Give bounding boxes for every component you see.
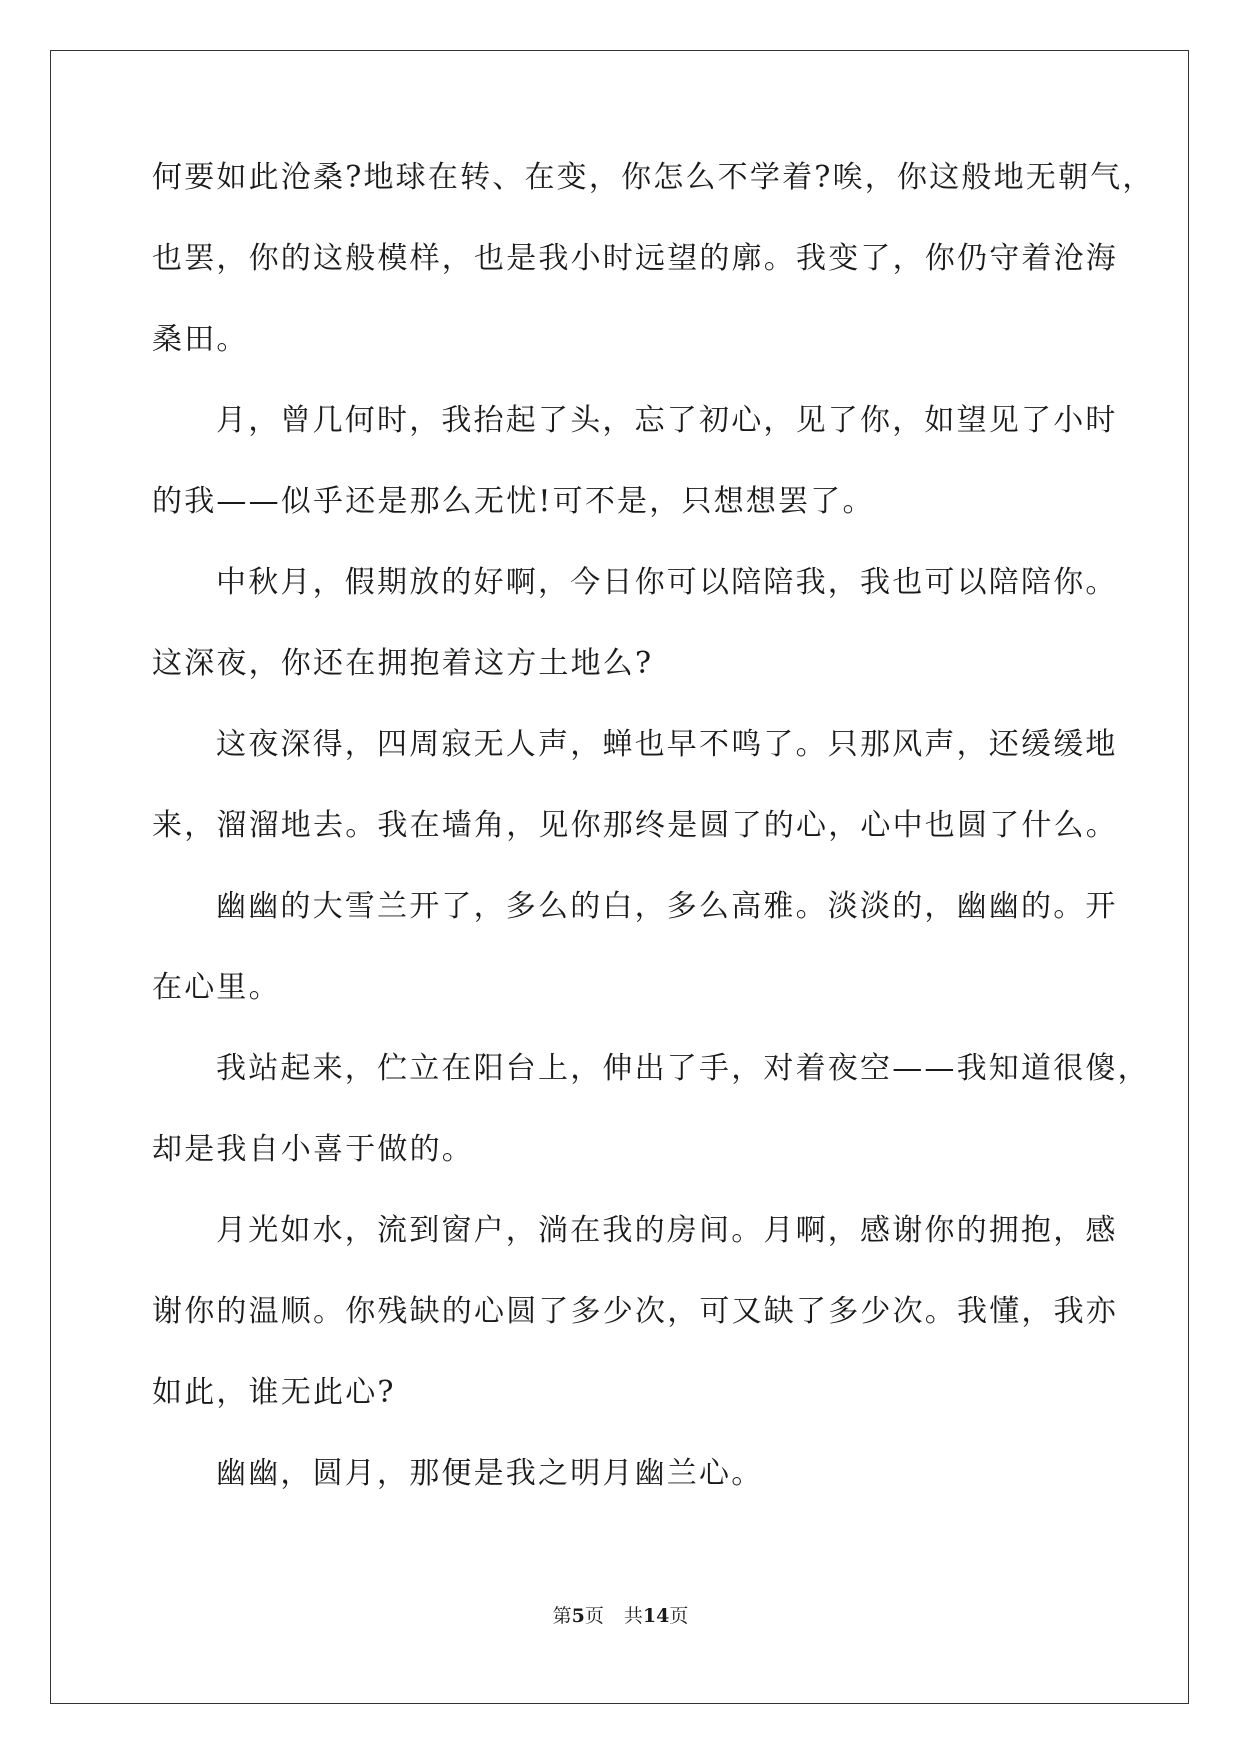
current-page-number: 5 xyxy=(571,1605,585,1627)
text-line: 谢你的温顺。你残缺的心圆了多少次，可又缺了多少次。我懂，我亦 xyxy=(152,1294,1118,1329)
text-line: 的我——似乎还是那么无忧!可不是，只想想罢了。 xyxy=(152,484,875,519)
total-prefix: 共 xyxy=(623,1605,643,1627)
page-footer xyxy=(0,1604,1241,1628)
text-line: 桑田。 xyxy=(152,322,249,357)
paragraph-start: 月，曾几何时，我抬起了头，忘了初心，见了你，如望见了小时 xyxy=(216,403,1118,438)
text-line: 如此，谁无此心? xyxy=(152,1375,396,1410)
paragraph-start: 幽幽，圆月，那便是我之明月幽兰心。 xyxy=(216,1456,764,1491)
text-line: 来，溜溜地去。我在墙角，见你那终是圆了的心，心中也圆了什么。 xyxy=(152,808,1118,843)
total-page-number: 14 xyxy=(642,1605,670,1627)
paragraph-start: 月光如水，流到窗户，淌在我的房间。月啊，感谢你的拥抱，感 xyxy=(216,1213,1118,1248)
page-prefix: 第 xyxy=(552,1605,572,1627)
text-line: 也罢，你的这般模样，也是我小时远望的廓。我变了，你仍守着沧海 xyxy=(152,241,1118,276)
document-body xyxy=(152,160,1155,1537)
paragraph-start: 中秋月，假期放的好啊，今日你可以陪陪我，我也可以陪陪你。 xyxy=(216,565,1118,600)
total-suffix: 页 xyxy=(669,1605,689,1627)
text-line: 这深夜，你还在拥抱着这方土地么? xyxy=(152,646,654,681)
paragraph-start: 我站起来，伫立在阳台上，伸出了手，对着夜空——我知道很傻， xyxy=(216,1051,1150,1086)
paragraph-start: 这夜深得，四周寂无人声，蝉也早不鸣了。只那风声，还缓缓地 xyxy=(216,727,1118,762)
paragraph-start: 幽幽的大雪兰开了，多么的白，多么高雅。淡淡的，幽幽的。开 xyxy=(216,889,1118,924)
text-line: 何要如此沧桑?地球在转、在变，你怎么不学着?唉，你这般地无朝气， xyxy=(152,160,1155,195)
text-line: 却是我自小喜于做的。 xyxy=(152,1132,474,1167)
text-line: 在心里。 xyxy=(152,970,281,1005)
page-suffix: 页 xyxy=(584,1605,604,1627)
